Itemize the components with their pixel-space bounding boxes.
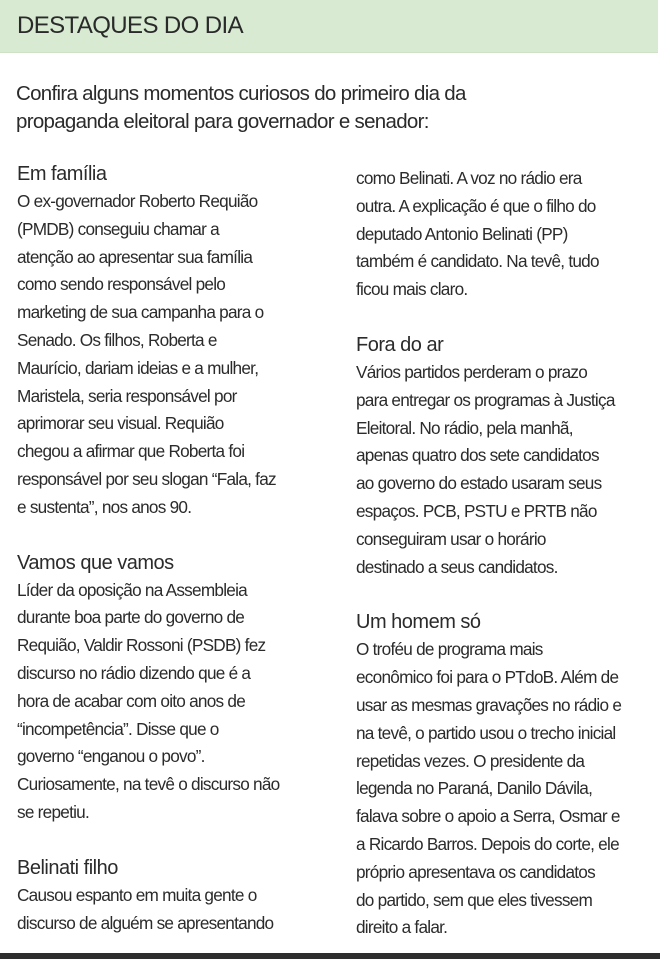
body-line: repetidas vezes. O presidente da bbox=[356, 750, 585, 771]
section-title: Em família bbox=[17, 163, 107, 185]
body-line: Curiosamente, na tevê o discurso não bbox=[17, 774, 280, 795]
section-um-homem-so bbox=[356, 609, 660, 942]
left-column bbox=[17, 161, 337, 965]
section-title: Vamos que vamos bbox=[17, 551, 174, 574]
section-body bbox=[356, 165, 660, 304]
section-belinati-filho-continued bbox=[356, 165, 660, 304]
body-line: O ex-governador Roberto Requião bbox=[17, 191, 258, 211]
body-line: e sustenta”, nos anos 90. bbox=[17, 496, 192, 517]
body-line: próprio apresentava os candidatos bbox=[356, 861, 595, 882]
section-body bbox=[356, 359, 660, 581]
body-line: atenção ao apresentar sua família bbox=[17, 246, 253, 267]
body-line: também é candidato. Na tevê, tudo bbox=[356, 251, 599, 272]
body-line: se repetiu. bbox=[17, 801, 90, 822]
section-vamos-que-vamos bbox=[17, 550, 337, 827]
body-line: marketing de sua campanha para o bbox=[17, 302, 264, 323]
body-line: deputado Antonio Belinati (PP) bbox=[356, 223, 568, 244]
section-fora-do-ar bbox=[356, 332, 660, 581]
body-line: aprimorar seu visual. Requião bbox=[17, 413, 224, 434]
body-line: durante boa parte do governo de bbox=[17, 607, 245, 628]
body-line: Requião, Valdir Rossoni (PSDB) fez bbox=[17, 635, 266, 656]
body-line: Vários partidos perderam o prazo bbox=[356, 361, 588, 382]
body-line: governo “enganou o povo”. bbox=[17, 746, 205, 767]
intro-line: Confira alguns momentos curiosos do primeiro dia da bbox=[16, 82, 466, 105]
body-line: Causou espanto em muita gente o bbox=[17, 884, 257, 905]
section-title: Um homem só bbox=[356, 611, 481, 634]
body-line: discurso no rádio dizendo que é a bbox=[17, 662, 251, 683]
body-line: conseguiram usar o horário bbox=[356, 528, 546, 549]
body-line: legenda no Paraná, Danilo Dávila, bbox=[356, 778, 593, 799]
body-line: Maurício, dariam ideias e a mulher, bbox=[17, 357, 259, 378]
body-line: como sendo responsável pelo bbox=[17, 274, 226, 295]
body-line: ao governo do estado usaram seus bbox=[356, 473, 602, 494]
right-column bbox=[356, 165, 660, 970]
body-line: “incompetência”. Disse que o bbox=[17, 718, 219, 739]
body-line: apenas quatro dos sete candidatos bbox=[356, 445, 599, 466]
section-body bbox=[356, 636, 660, 942]
body-line: espaços. PCB, PSTU e PRTB não bbox=[356, 500, 597, 521]
body-line: a Ricardo Barros. Depois do corte, ele bbox=[356, 833, 619, 854]
section-body bbox=[17, 882, 337, 938]
body-line: como Belinati. A voz no rádio era bbox=[356, 168, 582, 188]
body-line: destinado a seus candidatos. bbox=[356, 556, 558, 577]
body-line: Senado. Os filhos, Roberta e bbox=[17, 329, 217, 350]
section-title: Fora do ar bbox=[356, 333, 444, 356]
body-line: direito a falar. bbox=[356, 917, 448, 938]
body-line: Eleitoral. No rádio, pela manhã, bbox=[356, 417, 573, 438]
body-line: econômico foi para o PTdoB. Além de bbox=[356, 667, 619, 688]
body-line: discurso de alguém se apresentando bbox=[17, 912, 274, 933]
section-body bbox=[17, 577, 337, 827]
section-title: Belinati filho bbox=[17, 856, 118, 879]
intro-text bbox=[16, 80, 636, 136]
body-line: ficou mais claro. bbox=[356, 279, 468, 300]
section-belinati-filho bbox=[17, 855, 337, 938]
body-line: na tevê, o partido usou o trecho inicial bbox=[356, 722, 616, 743]
intro-line: propaganda eleitoral para governador e senador: bbox=[16, 110, 429, 133]
bottom-divider-bar bbox=[0, 953, 660, 959]
section-body bbox=[17, 188, 337, 522]
body-line: outra. A explicação é que o filho do bbox=[356, 195, 596, 216]
body-line: Maristela, seria responsável por bbox=[17, 385, 237, 406]
body-line: (PMDB) conseguiu chamar a bbox=[17, 218, 219, 239]
body-line: do partido, sem que eles tivessem bbox=[356, 889, 593, 910]
body-line: para entregar os programas à Justiça bbox=[356, 389, 615, 410]
body-line: falava sobre o apoio a Serra, Osmar e bbox=[356, 806, 620, 827]
body-line: O troféu de programa mais bbox=[356, 639, 543, 660]
section-header bbox=[0, 0, 658, 53]
header-title: DESTAQUES DO DIA bbox=[17, 12, 243, 39]
body-line: Líder da oposição na Assembleia bbox=[17, 579, 247, 600]
section-em-familia bbox=[17, 161, 337, 522]
body-line: chegou a afirmar que Roberta foi bbox=[17, 441, 245, 462]
body-line: responsável por seu slogan “Fala, faz bbox=[17, 468, 276, 489]
body-line: usar as mesmas gravações no rádio e bbox=[356, 694, 622, 715]
body-line: hora de acabar com oito anos de bbox=[17, 690, 246, 711]
